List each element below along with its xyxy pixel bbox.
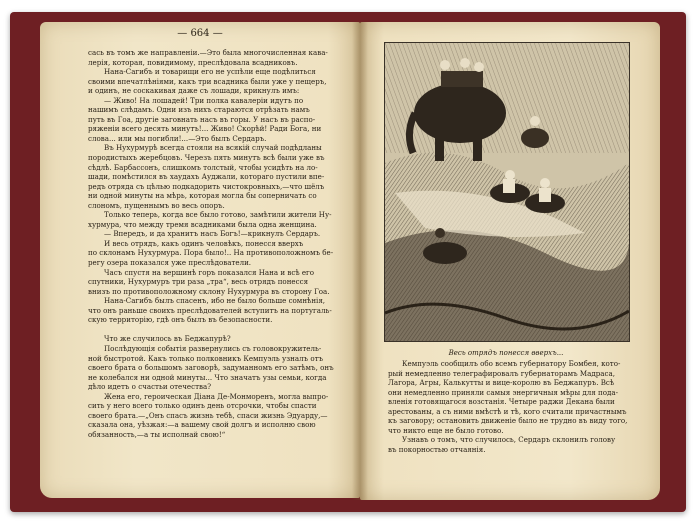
text-line: своими впечатлѣніями, какъ три всадника были уже у пещеръ, xyxy=(88,76,327,86)
text-line: сить у него всего только одинъ день отсрочки, чтобы спасти xyxy=(88,401,317,411)
text-line: Что же случилось въ Беджапурѣ? xyxy=(104,334,231,344)
text-line: породистыхъ жеребцовъ. Черезъ пять минутъ всѣ были уже въ xyxy=(88,153,325,163)
text-line: къ заговору; остановить движеніе было не трудно въ виду того, xyxy=(388,416,628,426)
text-line: Въ Нухурмурѣ всегда стояли на всякій случай подѣдланы xyxy=(104,143,322,153)
text-line: дѣло идетъ о счастьи отечества? xyxy=(88,382,212,392)
text-line: путь въ Гоа, другіе заговнать насъ въ горы. У насъ въ распо- xyxy=(88,114,316,124)
text-line: Узнавъ о томъ, что случилось, Сердаръ склонилъ голову xyxy=(402,435,616,445)
text-line: шади, помѣстился въ хаудахъ Ауджали, котораго пустили впе- xyxy=(88,172,325,182)
text-line: сѣдлѣ. Барбассонъ, слишкомъ толстый, чтобы усидѣть на ло- xyxy=(88,162,318,172)
text-line: рый немедленно телеграфировалъ губернаторамъ Мадраса, xyxy=(388,368,615,378)
text-line: спутники, Нухурмуръ три раза „тра“, весь отрядъ понесся xyxy=(88,277,309,287)
text-line: — Впередъ, и да хранитъ насъ Богъ!—крикнулъ Сердаръ. xyxy=(104,229,321,239)
left-page-text xyxy=(88,48,352,439)
text-line: лерія, которая, повидимому, преслѣдовала всадниковъ. xyxy=(88,57,298,67)
text-line: ни одной минуты на мѣрь, которая могла бы соперничать со xyxy=(88,191,317,201)
left-page xyxy=(40,22,360,498)
illustration-caption: Весь отрядъ понесся вверхъ... xyxy=(448,349,564,357)
text-line: по склонамъ Нухурмура. Пора было!.. На противоположномъ бе- xyxy=(88,248,334,258)
page-number: — 664 — xyxy=(177,28,223,39)
text-line: сказала она, уѣзжая:—а вашему свой долгъ и исполню свою xyxy=(88,420,316,430)
text-line: въ покорностью отчаянія. xyxy=(388,444,486,454)
book-gutter xyxy=(352,22,368,500)
text-line: сась въ томъ же направленіи.—Это была многочисленная кава- xyxy=(88,48,328,57)
text-line: обязанность,—а ты исполнай свою!“ xyxy=(88,429,226,439)
text-line: хурмура, что между тремя всадниками была одна женщина. xyxy=(88,219,317,229)
engraving-illustration xyxy=(384,42,630,342)
text-line: вленія готовящагося возстанія. Четыре раджи Декана были xyxy=(388,397,615,407)
text-line: Только теперь, когда все было готово, замѣтили жители Ну- xyxy=(104,210,332,220)
text-line: Нана-Сагибъ былъ спасенъ, ибо не было больше сомнѣнія, xyxy=(104,296,326,306)
text-line: что никто еще не было готово. xyxy=(388,425,504,435)
text-line: ной быстротой. Какъ только полковникъ Кемпуэль узналъ отъ xyxy=(88,353,324,363)
text-line: нашимъ слѣдамъ. Одни изъ нихъ стараются отрѣзать намъ xyxy=(88,105,310,115)
text-line: Кемпуэль сообщилъ обо всемъ губернатору Бомбея, кото- xyxy=(402,359,621,368)
text-line: своего брата о большомъ заговорѣ, задуманномъ его затѣмъ, онъ xyxy=(88,363,334,373)
text-line: своего брата.—„Онъ спасъ жизнь тебѣ, спаси жизнь Эдуарду,— xyxy=(88,410,328,420)
text-line: И весь отрядъ, какъ одинъ человѣкъ, понесся вверхъ xyxy=(104,238,304,248)
text-line: Лагора, Агры, Калькутты и вице-королю въ Беджапуръ. Всѣ xyxy=(388,378,615,388)
text-line: слономъ, пущеннымъ во весь опоръ. xyxy=(88,200,225,210)
text-line: они немедленно приняли самыя энергичныя мѣры для пода- xyxy=(388,387,618,397)
text-line: скую территорію, гдѣ онъ былъ въ безопасности. xyxy=(88,315,273,325)
text-line: редъ отряда съ цѣлью подкадорить чистокровныхъ,—что шёлъ xyxy=(88,181,325,191)
text-line: — Живо! На лошадей! Три полка кавалеріи идутъ по xyxy=(104,95,304,105)
text-line xyxy=(88,325,352,335)
text-line: Жена его, героическая Діана Де-Монморенъ, могла выпро- xyxy=(104,391,329,401)
text-line: слова... или мы погибли!...—Это былъ Сердаръ. xyxy=(88,133,267,143)
text-line: внизъ по противоположному склону Нухурмура въ сторону Гоа. xyxy=(88,286,330,296)
text-line: не колебался ни одной минуты... Что значатъ узы семьи, когда xyxy=(88,372,327,382)
text-line: Нана-Сагибъ и товарищи его не успѣли еще подѣлиться xyxy=(104,67,316,77)
text-line: Послѣдующія событія развернулись съ головокружитель- xyxy=(104,343,322,353)
text-line: арестованы, а съ ними вмѣстѣ и тѣ, кого считали причастнымъ xyxy=(388,406,627,416)
text-line: регу озера показался уже преслѣдователи. xyxy=(88,258,252,268)
text-line: ряженіи всего десять минутъ!... Живо! Скорѣй! Ради Бога, ни xyxy=(88,124,322,134)
text-line: и одинъ, не соскакивая даже съ лошади, крикнулъ имъ: xyxy=(88,86,300,96)
text-line: Часъ спустя на вершинѣ горъ показался Нана и всѣ его xyxy=(104,267,315,277)
text-line: что онъ раньше своихъ преслѣдователей вступитъ на португаль- xyxy=(88,305,332,315)
right-page-text xyxy=(388,359,628,454)
